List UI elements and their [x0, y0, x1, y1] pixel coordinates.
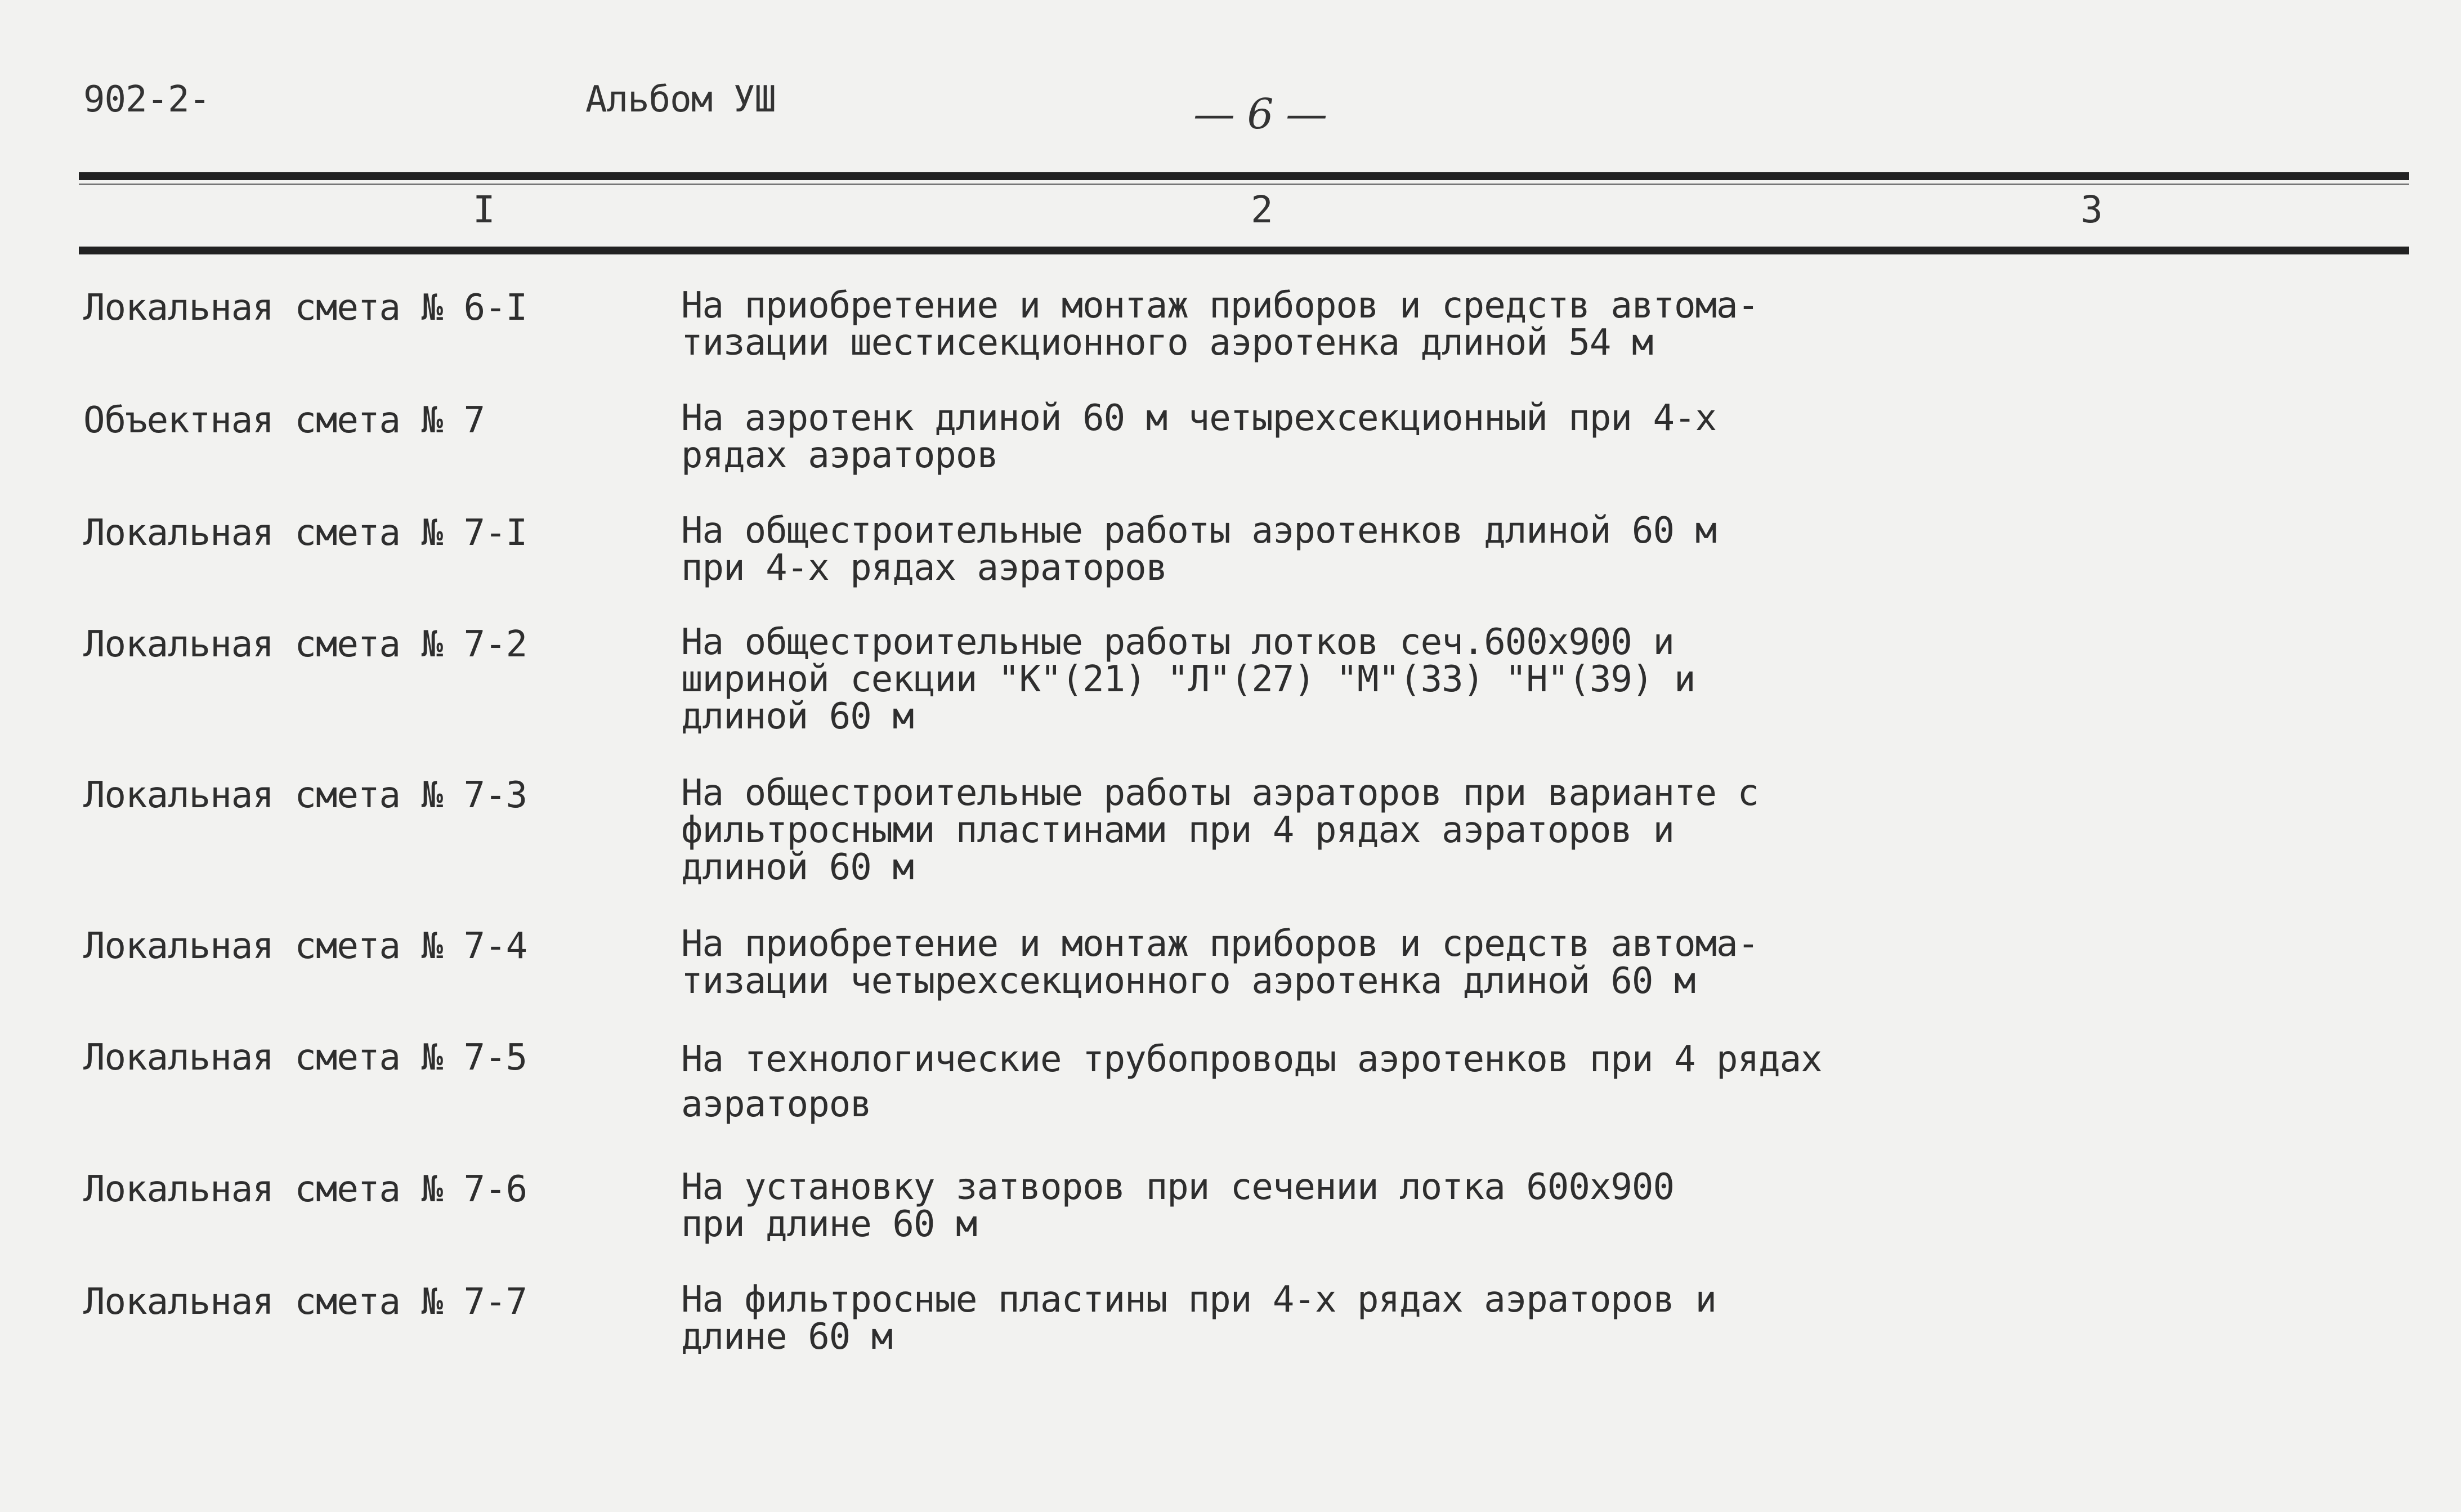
- row-description-7-6: [681, 1166, 1674, 1245]
- description-line: длиной 60 м: [681, 847, 914, 888]
- row-label-7-7: Локальная смета № 7-7: [83, 1281, 527, 1323]
- row-label-7-1: Локальная смета № 7-I: [83, 512, 527, 554]
- description-line: тизации четырехсекционного аэротенка длиной 60 м: [681, 960, 1695, 1002]
- description-line: На установку затворов при сечении лотка 600х900: [681, 1166, 1674, 1208]
- row-description-7-3: [681, 772, 1759, 888]
- row-label-7-3: Локальная смета № 7-3: [83, 775, 527, 816]
- row-label-7-6: Локальная смета № 7-6: [83, 1169, 527, 1210]
- row-description-7-7: [681, 1281, 1716, 1356]
- description-line: тизации шестисекционного аэротенка длиной 54 м: [681, 322, 1653, 364]
- table-top-thin-rule: [79, 184, 2409, 185]
- description-line: аэраторов: [681, 1084, 871, 1125]
- description-line: На приобретение и монтаж приборов и средств автома-: [681, 285, 1759, 326]
- description-line: длиной 60 м: [681, 696, 914, 737]
- description-line: На общестроительные работы аэротенков длиной 60 м: [681, 510, 1717, 552]
- table-top-rule: [79, 172, 2409, 180]
- row-description-7: [681, 397, 1717, 476]
- row-description-7-2: [681, 621, 1695, 737]
- column-number-2: 2: [1251, 188, 1273, 231]
- row-description-7-4: [681, 925, 1759, 1000]
- row-label-7-2: Локальная смета № 7-2: [83, 624, 527, 665]
- description-line: при длине 60 м: [681, 1204, 977, 1245]
- description-line: На общестроительные работы аэраторов при варианте с: [681, 772, 1759, 814]
- description-line: На технологические трубопроводы аэротенков при 4 рядах: [681, 1039, 1822, 1080]
- table-header-rule: [79, 247, 2409, 254]
- page-number: — 6 —: [1193, 90, 1327, 138]
- row-description-7-1: [681, 512, 1716, 587]
- album-title: Альбом УШ: [585, 79, 776, 120]
- description-line: На приобретение и монтаж приборов и средств автома-: [681, 923, 1759, 965]
- description-line: длине 60 м: [681, 1316, 893, 1358]
- row-description-7-5: [681, 1037, 1822, 1127]
- description-line: при 4-х рядах аэраторов: [681, 547, 1167, 589]
- description-line: рядах аэраторов: [681, 435, 998, 476]
- column-number-1: I: [473, 188, 495, 231]
- description-line: На аэротенк длиной 60 м четырехсекционный при 4-х: [681, 397, 1717, 439]
- row-label-6-1: Локальная смета № 6-I: [83, 287, 527, 329]
- description-line: На общестроительные работы лотков сеч.600х900 и: [681, 621, 1674, 663]
- column-number-3: 3: [2080, 188, 2103, 231]
- description-line: шириной секции "К"(21) "Л"(27) "М"(33) "Н"(39) и: [681, 659, 1695, 700]
- description-line: фильтросными пластинами при 4 рядах аэраторов и: [681, 809, 1674, 851]
- row-label-7: Объектная смета № 7: [83, 400, 485, 441]
- row-label-7-5: Локальная смета № 7-5: [83, 1037, 527, 1079]
- document-code: 902-2-: [83, 79, 211, 120]
- row-label-7-4: Локальная смета № 7-4: [83, 925, 527, 967]
- row-description-6-1: [681, 285, 1759, 364]
- description-line: На фильтросные пластины при 4-х рядах аэраторов и: [681, 1279, 1717, 1321]
